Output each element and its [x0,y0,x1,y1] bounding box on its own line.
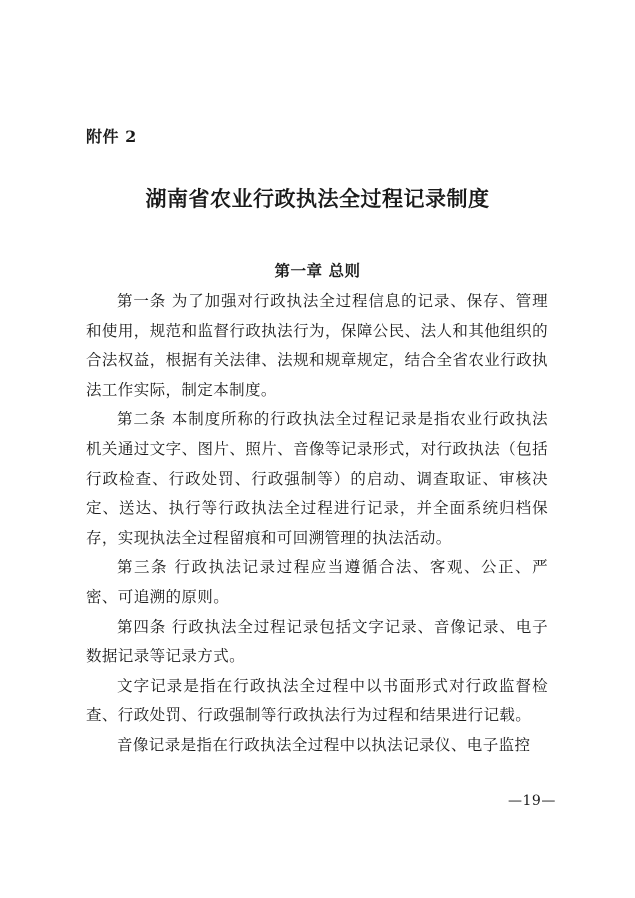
article-1-paragraph: 第一条 为了加强对行政执法全过程信息的记录、保存、管理和使用，规范和监督行政执法行为，保障公民、法人和其他组织的合法权益，根据有关法律、法规和规章规定，结合全省农业行政执法工作实际，制定本制度。 [86,292,548,399]
text-record-paragraph: 文字记录是指在行政执法全过程中以书面形式对行政监督检查、行政处罚、行政强制等行政执法行为过程和结果进行记载。 [86,676,548,725]
attachment-label: 附件 2 [86,127,137,146]
document-body [86,287,548,761]
document-title: 湖南省农业行政执法全过程记录制度 [145,186,490,211]
article-3-paragraph: 第三条 行政执法记录过程应当遵循合法、客观、公正、严密、可追溯的原则。 [86,558,548,606]
article-4-paragraph: 第四条 行政执法全过程记录包括文字记录、音像记录、电子数据记录等记录方式。 [86,617,548,666]
chapter-heading: 第一章 总则 [274,261,361,280]
audio-video-record-paragraph: 音像记录是指在行政执法全过程中以执法记录仪、电子监控 [117,735,531,754]
page-number: —19— [508,793,556,809]
article-2-paragraph: 第二条 本制度所称的行政执法全过程记录是指农业行政执法机关通过文字、图片、照片、音像等记录形式，对行政执法（包括行政检查、行政处罚、行政强制等）的启动、调查取证、审核决定、送达、执行等行政执法全过程进行记录，并全面系统归档保存，实现执法全过程留痕和可回溯管理的执法活动。 [86,410,548,547]
